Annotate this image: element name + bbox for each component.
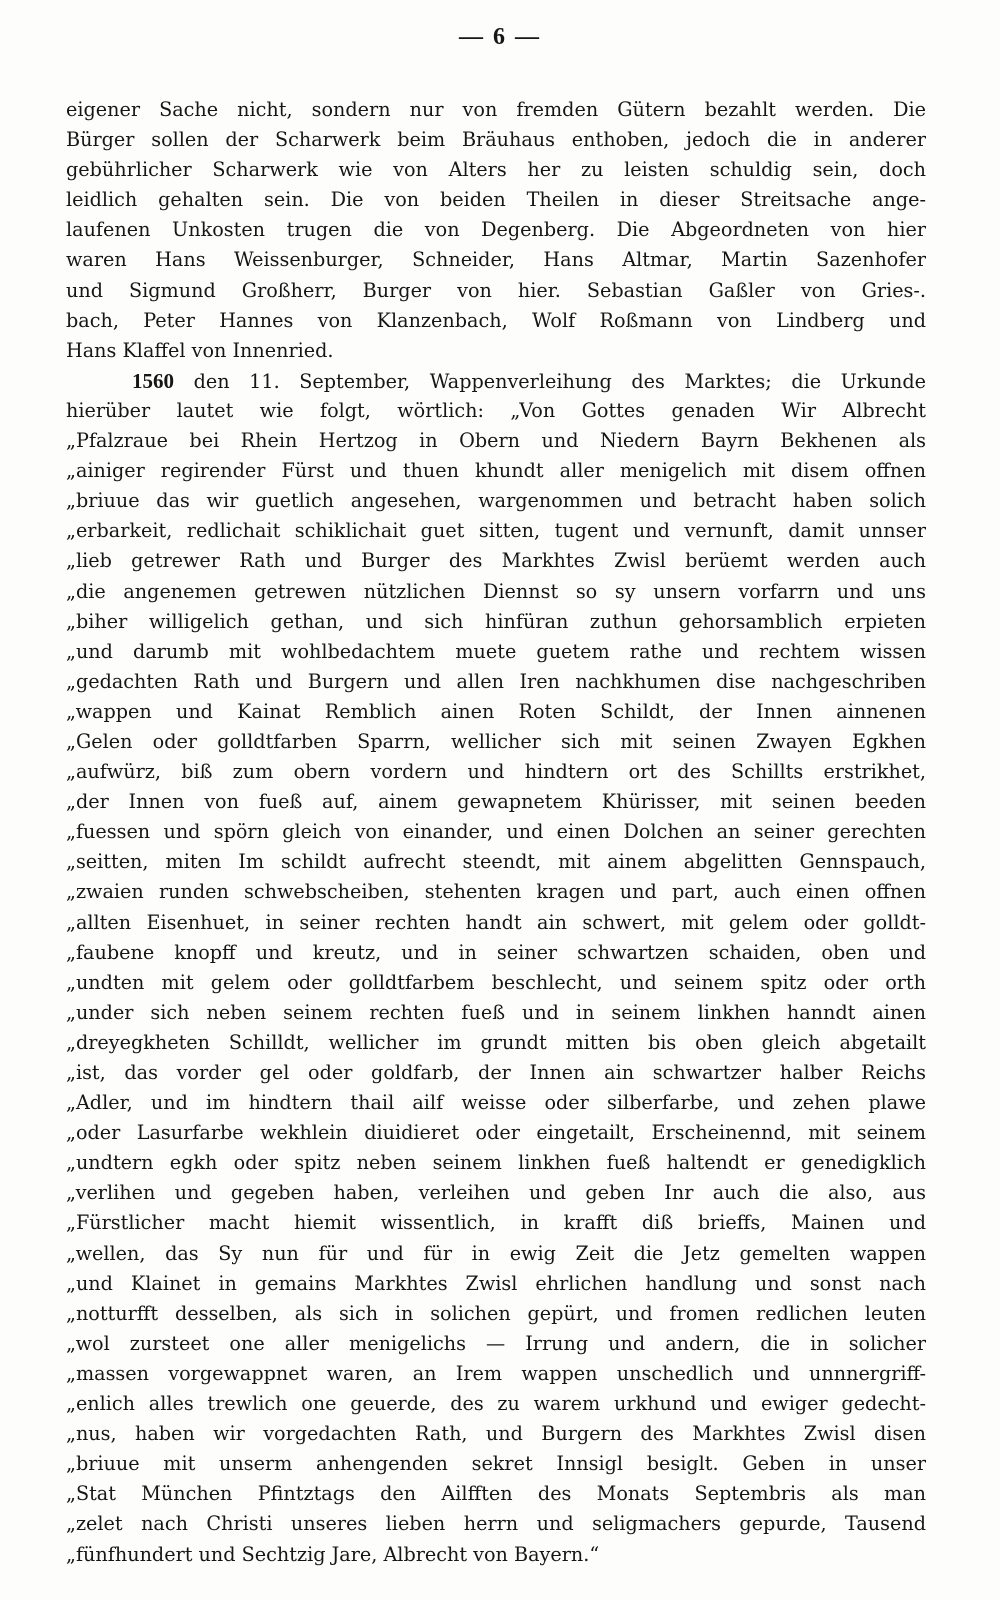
text-line: „briuue mit unserm anhengenden sekret Innsigl besiglt. Geben in unser bbox=[66, 1452, 926, 1476]
text-line: „erbarkeit, redlichait schiklichait guet sitten, tugent und vernunft, damit unnser bbox=[66, 519, 926, 543]
year-heading: 1560 bbox=[132, 368, 174, 393]
text-line: „zelet nach Christi unseres lieben herrn und seligmachers gepurde, Tausend bbox=[66, 1512, 926, 1536]
text-line: „ainiger regirender Fürst und thuen khundt aller menigelich mit disem offnen bbox=[66, 459, 926, 483]
text-line: „undtern egkh oder spitz neben seinem linkhen fueß haltendt er genedigklich bbox=[66, 1151, 926, 1175]
text-line: „Fürstlicher macht hiemit wissentlich, in krafft diß brieffs, Mainen und bbox=[66, 1211, 926, 1235]
text-line: „fuessen und spörn gleich von einander, und einen Dolchen an seiner gerechten bbox=[66, 820, 926, 844]
text-line: Hans Klaffel von Innenried. bbox=[66, 338, 334, 362]
paragraph-lead: den 11. September, Wappenverleihung des Marktes; die Urkunde bbox=[193, 369, 926, 393]
text-line: „briuue das wir guetlich angesehen, wargenommen und betracht haben solich bbox=[66, 489, 926, 513]
text-line: „wappen und Kainat Remblich ainen Roten Schildt, der Innen ainnenen bbox=[66, 699, 926, 723]
text-line: „faubene knopff und kreutz, und in seiner schwartzen schaiden, oben und bbox=[66, 940, 926, 964]
text-line: hierüber lautet wie folgt, wörtlich: „Von Gottes genaden Wir Albrecht bbox=[66, 398, 926, 422]
text-line: „undten mit gelem oder golldtfarbem beschlecht, und seinem spitz oder orth bbox=[66, 970, 926, 994]
text-line: gebührlicher Scharwerk wie von Alters her zu leisten schuldig sein, doch bbox=[66, 158, 926, 182]
text-line: „wellen, das Sy nun für und für in ewig Zeit die Jetz gemelten wappen bbox=[66, 1241, 926, 1265]
text-line: bach, Peter Hannes von Klanzenbach, Wolf Roßmann von Lindberg und bbox=[66, 308, 926, 332]
text-line: „zwaien runden schwebscheiben, stehenten kragen und part, auch einen offnen bbox=[66, 880, 926, 904]
text-line: „verlihen und gegeben haben, verleihen und geben Inr auch die also, aus bbox=[66, 1181, 926, 1205]
text-line: „aufwürz, biß zum obern vordern und hindtern ort des Schillts erstrikhet, bbox=[66, 760, 926, 784]
text-line: „biher willigelich gethan, und sich hinfüran zuthun gehorsamblich erpieten bbox=[66, 609, 926, 633]
text-line: und Sigmund Großherr, Burger von hier. Sebastian Gaßler von Gries-. bbox=[66, 278, 926, 302]
text-line: eigener Sache nicht, sondern nur von fremden Gütern bezahlt werden. Die bbox=[66, 98, 926, 121]
text-line: Bürger sollen der Scharwerk beim Bräuhaus enthoben, jedoch die in anderer bbox=[66, 128, 926, 152]
text-line: „ist, das vorder gel oder goldfarb, der Innen ain schwartzer halber Reichs bbox=[66, 1061, 926, 1084]
text-line: „wol zursteet one aller menigelichs — Irrung und andern, die in solicher bbox=[66, 1331, 926, 1355]
text-line: „Gelen oder golldtfarben Sparrn, wellicher sich mit seinen Zwayen Egkhen bbox=[66, 729, 926, 753]
text-line: „der Innen von fueß auf, ainem gewapnetem Khürisser, mit seinen beeden bbox=[66, 790, 926, 814]
text-line: „und darumb mit wohlbedachtem muete guetem rathe und rechtem wissen bbox=[66, 639, 926, 663]
text-line: „fünfhundert und Sechtzig Jare, Albrecht von Bayern.“ bbox=[66, 1542, 600, 1566]
text-line: „gedachten Rath und Burgern und allen Iren nachkhumen dise nachgeschriben bbox=[66, 669, 926, 693]
text-line: „die angenemen getrewen nützlichen Diennst so sy unsern vorfarrn und uns bbox=[66, 579, 926, 603]
page-number: — 6 — bbox=[459, 24, 541, 50]
text-line: „dreyegkheten Schilldt, wellicher im grundt mitten bis oben gleich abgetailt bbox=[66, 1030, 926, 1054]
text-line: waren Hans Weissenburger, Schneider, Hans Altmar, Martin Sazenhofer bbox=[66, 248, 926, 272]
text-line: „lieb getrewer Rath und Burger des Markhtes Zwisl berüemt werden auch bbox=[66, 549, 926, 573]
text-line: „und Klainet in gemains Markhtes Zwisl ehrlichen handlung und sonst nach bbox=[66, 1271, 926, 1295]
text-line: „seitten, miten Im schildt aufrecht steendt, mit ainem abgelitten Gennspauch, bbox=[66, 850, 926, 874]
text-line: „enlich alles trewlich one geuerde, des zu warem urkhund und ewiger gedecht- bbox=[66, 1392, 926, 1416]
text-line: „under sich neben seinem rechten fueß und in seinem linkhen hanndt ainen bbox=[66, 1000, 926, 1024]
text-line: „notturfft desselben, als sich in solichen gepürt, und fromen redlichen leuten bbox=[66, 1301, 926, 1325]
paragraph-first-line bbox=[66, 366, 926, 396]
text-line: laufenen Unkosten trugen die von Degenberg. Die Abgeordneten von hier bbox=[66, 218, 926, 242]
text-line: „Stat München Pfintztags den Ailfften des Monats Septembris als man bbox=[66, 1482, 926, 1506]
text-line: „massen vorgewappnet waren, an Irem wappen unschedlich und unnnergriff- bbox=[66, 1361, 926, 1385]
text-line: leidlich gehalten sein. Die von beiden Theilen in dieser Streitsache ange- bbox=[66, 188, 926, 212]
text-line: „allten Eisenhuet, in seiner rechten handt ain schwert, mit gelem oder golldt- bbox=[66, 910, 926, 934]
text-line: „Pfalzraue bei Rhein Hertzog in Obern und Niedern Bayrn Bekhenen als bbox=[66, 429, 926, 453]
text-line: „Adler, und im hindtern thail ailf weisse oder silberfarbe, und zehen plawe bbox=[66, 1091, 926, 1115]
body-text bbox=[66, 95, 926, 1570]
text-line: „oder Lasurfarbe wekhlein diuidieret oder eingetailt, Erscheinennd, mit seinem bbox=[66, 1121, 926, 1145]
text-line: „nus, haben wir vorgedachten Rath, und Burgern des Markhtes Zwisl disen bbox=[66, 1422, 926, 1446]
